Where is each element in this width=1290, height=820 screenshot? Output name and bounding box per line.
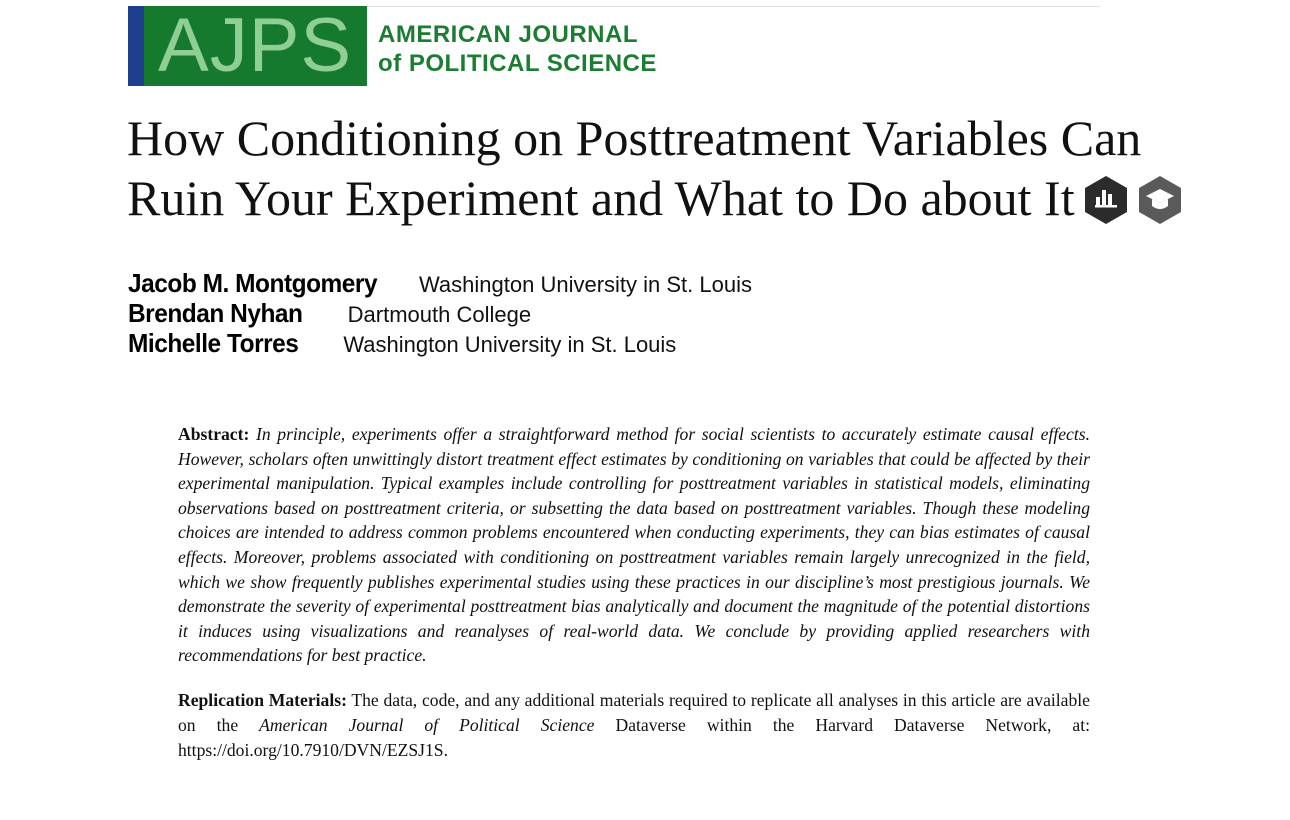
author-name: Jacob M. Montgomery [128, 268, 378, 298]
open-materials-badge-icon[interactable] [1137, 175, 1183, 225]
author-name: Michelle Torres [128, 328, 299, 358]
journal-name[interactable] [378, 20, 657, 78]
abstract [178, 422, 1090, 668]
author-affiliation: Dartmouth College [347, 302, 532, 327]
replication-materials [178, 688, 1090, 763]
replication-doi-link[interactable]: https://doi.org/10.7910/DVN/EZSJ1S. [178, 740, 448, 760]
title-line-2 [127, 168, 1147, 228]
title-line-2-text: Ruin Your Experiment and What to Do about It [127, 170, 1075, 226]
article-title [127, 108, 1147, 228]
replication-journal-name: American Journal of Political Science [259, 715, 595, 735]
author-row [128, 298, 752, 328]
abstract-text: In principle, experiments offer a straightforward method for social scientists to accurately estimate causal effects. However, scholars often unwittingly distort treatment effect estimates by conditioning on variables that could be affected by their experimental manipulation. Typical examples include controlling for posttreatment variables in statistical models, eliminating observations based on posttreatment criteria, or subsetting the data based on posttreatment variables. Though these modeling choices are intended to address common problems encountered when conducting experiments, they can bias estimates of causal effects. Moreover, problems associated with conditioning on posttreatment variables remain largely unrecognized in the field, which we show frequently publishes experimental studies using these practices in our discipline’s most prestigious journals. We demonstrate the severity of experimental posttreatment bias analytically and document the magnitude of the potential distortions it induces using visualizations and reanalyses of real-world data. We conclude by providing applied researchers with recommendations for best practice. [178, 424, 1090, 666]
replication-text-after: Dataverse within the Harvard Dataverse Network, at: [615, 715, 1090, 735]
journal-name-line2: of POLITICAL SCIENCE [378, 50, 657, 77]
open-data-badge-icon[interactable] [1083, 175, 1129, 225]
ajps-logo[interactable] [128, 6, 367, 86]
logo-letters: AJPS [158, 6, 353, 86]
logo-stripe [128, 6, 144, 86]
author-affiliation: Washington University in St. Louis [418, 272, 752, 297]
replication-label: Replication Materials: [178, 690, 347, 710]
title-line-1: How Conditioning on Posttreatment Variables Can [127, 110, 1142, 166]
author-affiliation: Washington University in St. Louis [343, 332, 677, 357]
author-row [128, 328, 752, 358]
author-row [128, 268, 752, 298]
journal-name-line1: AMERICAN JOURNAL [378, 21, 638, 48]
author-name: Brendan Nyhan [128, 298, 303, 328]
abstract-label: Abstract: [178, 424, 250, 444]
author-list [128, 268, 752, 358]
replication-text-before: The data, code, and any additional materials required to replicate all analyses in this article are available on the [178, 690, 1090, 735]
